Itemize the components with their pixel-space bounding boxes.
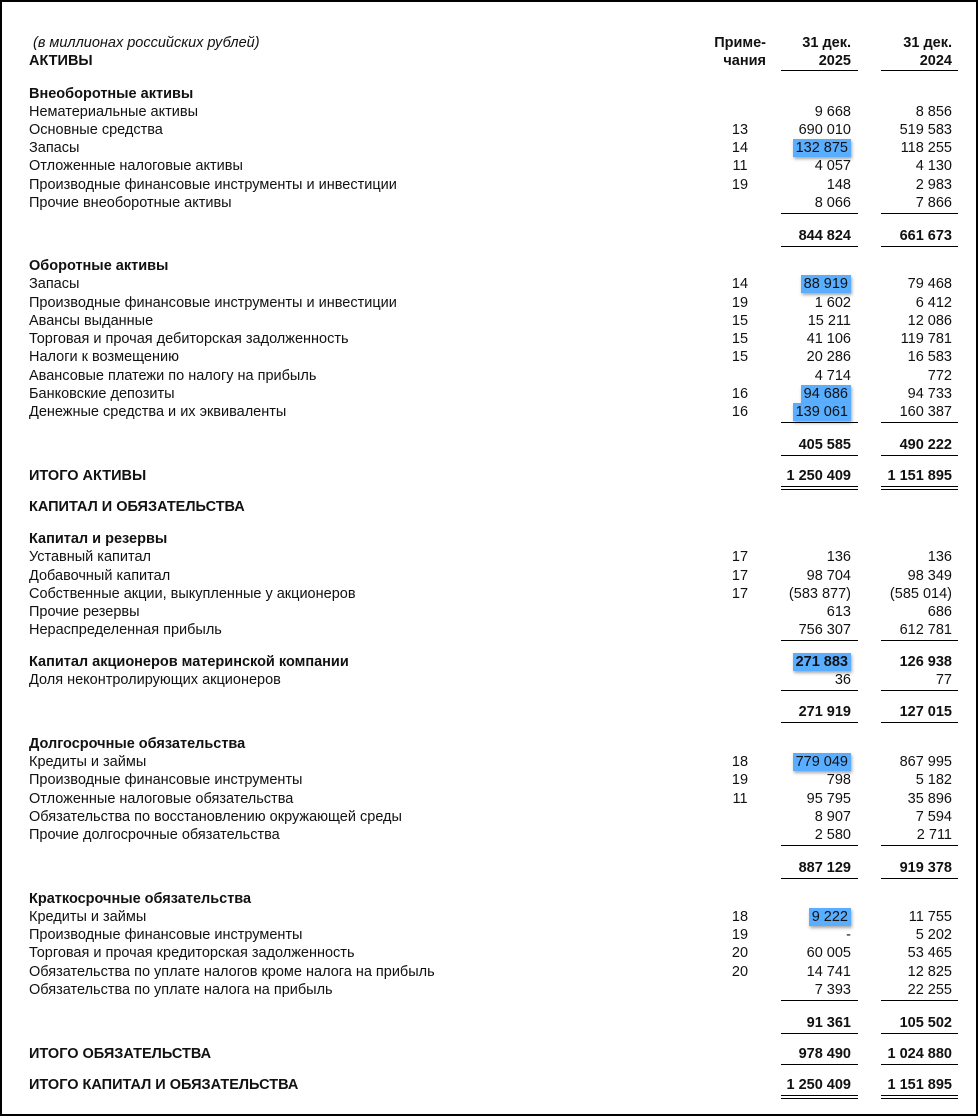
value-2024: 1 024 880 <box>887 1046 952 1062</box>
heading-row <box>0 498 974 516</box>
section-row <box>0 85 974 103</box>
row-note: 20 <box>731 964 749 980</box>
double-total-rule <box>781 486 858 487</box>
value-2024: 136 <box>927 549 952 565</box>
value-2025: 756 307 <box>798 622 851 638</box>
table-row <box>0 963 974 981</box>
value-2024: 127 015 <box>899 704 952 720</box>
table-row <box>0 926 974 944</box>
row-label: Основные средства <box>29 122 163 138</box>
table-row <box>0 275 974 293</box>
value-2024: 160 387 <box>899 404 952 420</box>
row-label: КАПИТАЛ И ОБЯЗАТЕЛЬСТВА <box>29 499 245 515</box>
value-2025: 15 211 <box>807 313 851 329</box>
table-row <box>0 808 974 826</box>
col-2025-header-line1: 31 дек. <box>802 35 851 51</box>
table-row <box>0 826 974 844</box>
subtotal-rule <box>781 722 858 723</box>
value-2024: 4 130 <box>915 158 952 174</box>
subtotal-rule <box>781 1064 858 1065</box>
table-row <box>0 157 974 175</box>
sum-rule <box>781 690 858 691</box>
col-2024-header-line1: 31 дек. <box>903 35 952 51</box>
table-row <box>0 139 974 157</box>
row-label: Авансы выданные <box>29 313 154 329</box>
row-label: Производные финансовые инструменты и инвестиции <box>29 177 397 193</box>
row-label: Торговая и прочая дебиторская задолженность <box>29 331 349 347</box>
row-label: ИТОГО АКТИВЫ <box>29 468 147 484</box>
sum-rule <box>881 690 958 691</box>
row-note: 15 <box>731 349 749 365</box>
row-label: ИТОГО КАПИТАЛ И ОБЯЗАТЕЛЬСТВА <box>29 1077 299 1093</box>
subtotal-rule <box>881 722 958 723</box>
subtotal-rule <box>881 1064 958 1065</box>
value-2024: 772 <box>927 368 952 384</box>
row-label: Оборотные активы <box>29 258 169 274</box>
notes-header-line1: Приме- <box>714 35 766 51</box>
table-row <box>0 548 974 566</box>
boldrow-row <box>0 653 974 671</box>
row-label: Собственные акции, выкупленные у акционеров <box>29 586 356 602</box>
table-row <box>0 367 974 385</box>
subtotal-rule <box>881 878 958 879</box>
table-row <box>0 403 974 421</box>
table-row <box>0 753 974 771</box>
row-note: 19 <box>731 177 749 193</box>
value-2025-highlighted: 139 061 <box>793 403 851 421</box>
row-label: Обязательства по восстановлению окружающей среды <box>29 809 402 825</box>
row-label: Торговая и прочая кредиторская задолженность <box>29 945 355 961</box>
value-2024: 12 086 <box>907 313 952 329</box>
row-note: 20 <box>731 945 749 961</box>
row-label: Капитал акционеров материнской компании <box>29 654 349 670</box>
value-2024: 118 255 <box>900 140 952 156</box>
units-text: (в миллионах российских рублей) <box>33 35 260 51</box>
value-2024: 1 151 895 <box>887 468 952 484</box>
value-2025-highlighted: 132 875 <box>793 139 851 157</box>
value-2024: 612 781 <box>899 622 952 638</box>
value-2025: 95 795 <box>806 791 851 807</box>
row-label: Обязательства по уплате налога на прибыль <box>29 982 333 998</box>
double-total-rule <box>881 1095 958 1096</box>
value-2024: 35 896 <box>907 791 952 807</box>
value-2025: 41 106 <box>806 331 851 347</box>
row-note: 18 <box>731 909 749 925</box>
row-label: Денежные средства и их эквиваленты <box>29 404 287 420</box>
value-2024: 661 673 <box>899 228 952 244</box>
value-2025: 4 714 <box>814 368 851 384</box>
header-underline-2024 <box>881 70 958 71</box>
row-label: Краткосрочные обязательства <box>29 891 252 907</box>
value-2025: 36 <box>834 672 851 688</box>
col-2024-header <box>872 34 952 70</box>
value-2025-highlighted: 779 049 <box>793 753 851 771</box>
double-total-rule <box>781 1095 858 1096</box>
value-2024: 12 825 <box>907 964 952 980</box>
value-2024: 490 222 <box>899 437 952 453</box>
table-row <box>0 194 974 212</box>
table-row <box>0 944 974 962</box>
row-label: Обязательства по уплате налогов кроме налога на прибыль <box>29 964 435 980</box>
row-note: 19 <box>731 295 749 311</box>
row-label: Запасы <box>29 140 80 156</box>
value-2025: 148 <box>826 177 851 193</box>
value-2025: 8 066 <box>814 195 851 211</box>
row-note: 14 <box>731 140 749 156</box>
value-2024: 6 412 <box>915 295 952 311</box>
value-2024: 8 856 <box>915 104 952 120</box>
value-2025: 405 585 <box>798 437 851 453</box>
value-2024: 5 182 <box>915 772 952 788</box>
row-note: 13 <box>731 122 749 138</box>
value-2025: 1 250 409 <box>786 1077 851 1093</box>
table-row <box>0 771 974 789</box>
col-2025-header <box>770 34 851 70</box>
table-row <box>0 294 974 312</box>
table-row <box>0 621 974 639</box>
section-row <box>0 890 974 908</box>
section-row <box>0 257 974 275</box>
row-label: Долгосрочные обязательства <box>29 736 246 752</box>
value-2025: 690 010 <box>798 122 851 138</box>
table-row <box>0 585 974 603</box>
row-label: Кредиты и займы <box>29 909 147 925</box>
sum-rule <box>881 640 958 641</box>
value-2025: 271 919 <box>798 704 851 720</box>
sum-rule <box>881 422 958 423</box>
value-2025: 9 668 <box>814 104 851 120</box>
row-label: Производные финансовые инструменты <box>29 927 303 943</box>
row-label: Уставный капитал <box>29 549 151 565</box>
value-2025: 613 <box>826 604 851 620</box>
row-label: Добавочный капитал <box>29 568 171 584</box>
row-note: 14 <box>731 276 749 292</box>
value-2024: 2 711 <box>916 827 952 843</box>
total-row <box>0 467 974 485</box>
row-note: 16 <box>731 386 749 402</box>
row-note: 17 <box>731 568 749 584</box>
table-row <box>0 981 974 999</box>
table-row <box>0 176 974 194</box>
value-2025-highlighted: 94 686 <box>801 385 851 403</box>
sum-rule <box>781 640 858 641</box>
table-row <box>0 603 974 621</box>
table-row <box>0 121 974 139</box>
value-2024: 11 755 <box>908 909 952 925</box>
value-2025: (583 877) <box>788 586 851 602</box>
header-underline-2025 <box>781 70 858 71</box>
row-label: Авансовые платежи по налогу на прибыль <box>29 368 317 384</box>
row-note: 19 <box>731 927 749 943</box>
row-label: ИТОГО ОБЯЗАТЕЛЬСТВА <box>29 1046 212 1062</box>
value-2025: 2 580 <box>814 827 851 843</box>
value-2025-highlighted: 9 222 <box>809 908 851 926</box>
col-2024-header-line2: 2024 <box>919 53 952 69</box>
value-2025: 20 286 <box>806 349 851 365</box>
notes-header-line2: чания <box>723 53 766 69</box>
row-note: 11 <box>732 158 748 174</box>
row-label: Прочие долгосрочные обязательства <box>29 827 280 843</box>
value-2024: 105 502 <box>899 1015 952 1031</box>
table-row <box>0 567 974 585</box>
value-2025: 8 907 <box>814 809 851 825</box>
sum-rule <box>781 213 858 214</box>
subtotal-rule <box>781 878 858 879</box>
value-2025: 14 741 <box>806 964 851 980</box>
row-label: Производные финансовые инструменты <box>29 772 303 788</box>
value-2024: 7 594 <box>915 809 952 825</box>
value-2024: (585 014) <box>889 586 952 602</box>
value-2025: - <box>846 927 851 943</box>
row-label: Производные финансовые инструменты и инвестиции <box>29 295 397 311</box>
double-total-rule <box>881 486 958 487</box>
row-label: Банковские депозиты <box>29 386 175 402</box>
total-row <box>0 1045 974 1063</box>
row-label: Прочие резервы <box>29 604 140 620</box>
value-2025: 887 129 <box>798 860 851 876</box>
value-2024: 7 866 <box>915 195 952 211</box>
row-label: Кредиты и займы <box>29 754 147 770</box>
value-2025: 7 393 <box>814 982 851 998</box>
sum-rule <box>881 845 958 846</box>
value-2024: 5 202 <box>915 927 952 943</box>
subtotal-rule <box>781 246 858 247</box>
subtotal-row <box>0 1014 974 1032</box>
subtotal-row <box>0 436 974 454</box>
value-2024: 79 468 <box>907 276 952 292</box>
subtotal-row <box>0 703 974 721</box>
value-2025-highlighted: 88 919 <box>801 275 851 293</box>
value-2024: 1 151 895 <box>887 1077 952 1093</box>
value-2024: 867 995 <box>899 754 952 770</box>
sum-rule <box>881 213 958 214</box>
row-note: 19 <box>731 772 749 788</box>
row-label: Отложенные налоговые обязательства <box>29 791 294 807</box>
row-note: 15 <box>731 313 749 329</box>
sum-rule <box>781 1000 858 1001</box>
table-row <box>0 908 974 926</box>
table-row <box>0 330 974 348</box>
value-2024: 126 938 <box>899 654 952 670</box>
row-label: Налоги к возмещению <box>29 349 179 365</box>
total-row <box>0 1076 974 1094</box>
row-label: Внеоборотные активы <box>29 86 194 102</box>
sum-rule <box>781 845 858 846</box>
value-2024: 119 781 <box>900 331 952 347</box>
table-row <box>0 790 974 808</box>
row-note: 11 <box>732 791 748 807</box>
notes-column-header <box>700 34 766 70</box>
value-2024: 77 <box>935 672 952 688</box>
value-2024: 53 465 <box>907 945 952 961</box>
table-row <box>0 312 974 330</box>
value-2024: 22 255 <box>907 982 952 998</box>
row-note: 15 <box>731 331 749 347</box>
row-note: 17 <box>731 586 749 602</box>
value-2025: 60 005 <box>806 945 851 961</box>
col-2025-header-line2: 2025 <box>818 53 851 69</box>
subtotal-rule <box>881 1033 958 1034</box>
row-label: Прочие внеоборотные активы <box>29 195 232 211</box>
row-label: Отложенные налоговые активы <box>29 158 243 174</box>
value-2024: 98 349 <box>907 568 952 584</box>
row-note: 18 <box>731 754 749 770</box>
value-2025: 91 361 <box>806 1015 851 1031</box>
value-2025: 4 057 <box>814 158 851 174</box>
value-2025-highlighted: 271 883 <box>793 653 851 671</box>
sum-rule <box>781 422 858 423</box>
section-row <box>0 530 974 548</box>
subtotal-rule <box>881 455 958 456</box>
subtotal-rule <box>881 246 958 247</box>
subtotal-row <box>0 227 974 245</box>
sum-rule <box>881 1000 958 1001</box>
table-row <box>0 103 974 121</box>
subtotal-rule <box>781 1033 858 1034</box>
value-2024: 16 583 <box>907 349 952 365</box>
subtotal-row <box>0 859 974 877</box>
value-2024: 519 583 <box>899 122 952 138</box>
row-label: Нематериальные активы <box>29 104 198 120</box>
row-label: Запасы <box>29 276 80 292</box>
section-row <box>0 735 974 753</box>
value-2024: 686 <box>927 604 952 620</box>
row-label: Нераспределенная прибыль <box>29 622 222 638</box>
row-label: Капитал и резервы <box>29 531 168 547</box>
value-2025: 98 704 <box>806 568 851 584</box>
subtotal-rule <box>781 455 858 456</box>
value-2025: 1 250 409 <box>786 468 851 484</box>
value-2025: 844 824 <box>798 228 851 244</box>
value-2025: 136 <box>826 549 851 565</box>
value-2024: 94 733 <box>907 386 952 402</box>
row-label: Доля неконтролирующих акционеров <box>29 672 281 688</box>
value-2025: 1 602 <box>814 295 851 311</box>
value-2025: 798 <box>826 772 851 788</box>
table-row <box>0 385 974 403</box>
row-note: 17 <box>731 549 749 565</box>
table-row <box>0 671 974 689</box>
value-2024: 919 378 <box>899 860 952 876</box>
row-note: 16 <box>731 404 749 420</box>
value-2025: 978 490 <box>798 1046 851 1062</box>
value-2024: 2 983 <box>915 177 952 193</box>
table-row <box>0 348 974 366</box>
assets-title: АКТИВЫ <box>29 53 93 69</box>
